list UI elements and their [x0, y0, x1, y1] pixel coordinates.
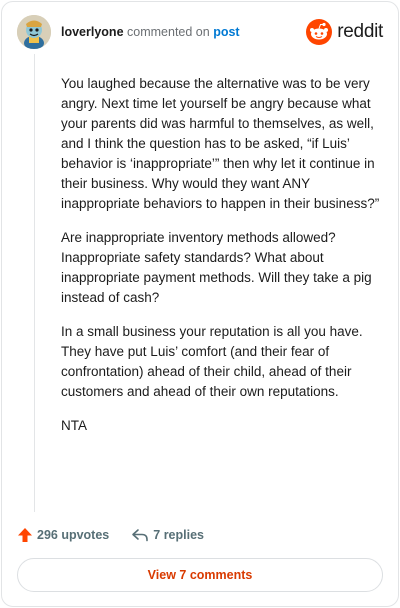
reddit-logo-icon — [306, 19, 332, 45]
comment-header — [17, 15, 383, 49]
replies-button[interactable] — [131, 527, 204, 543]
avatar-image — [17, 15, 51, 49]
upvote-button[interactable] — [17, 527, 109, 543]
thread-line[interactable] — [34, 54, 35, 512]
author-name[interactable]: loverlyone — [61, 25, 124, 39]
upvote-count: 296 upvotes — [37, 528, 110, 542]
reddit-brand[interactable] — [306, 19, 383, 45]
reply-icon — [131, 527, 149, 543]
comment-paragraph: NTA — [61, 418, 87, 433]
avatar[interactable] — [17, 15, 51, 49]
replies-count: 7 replies — [153, 528, 204, 542]
comment-paragraph: In a small business your reputation is all you have. They have put Luis’ comfort (and their fear of confrontation) ahead of their child, ahead of their customers and ahead of their own reputations. — [61, 324, 363, 399]
author-line — [61, 25, 240, 39]
comment-body — [61, 74, 381, 450]
post-link[interactable]: post — [213, 25, 240, 39]
view-comments-button[interactable]: View 7 comments — [17, 558, 383, 592]
commented-on-text: commented on — [127, 25, 210, 39]
comment-paragraph: You laughed because the alternative was to be very angry. Next time let yourself be angry because what your parents did was harmful to themselves, as well, and I think the question has to be asked, “if Luis’ behavior is ‘inappropriate’” then why let it continue in their business. Why would they want ANY inappropriate behaviors to happen in their business?” — [61, 76, 380, 211]
comment-actions — [17, 524, 383, 546]
brand-text: reddit — [337, 21, 383, 42]
comment-paragraph: Are inappropriate inventory methods allowed? Inappropriate safety standards? What about inappropriate payment methods. Will they take a pig instead of cash? — [61, 230, 372, 305]
upvote-arrow-icon — [17, 527, 33, 543]
